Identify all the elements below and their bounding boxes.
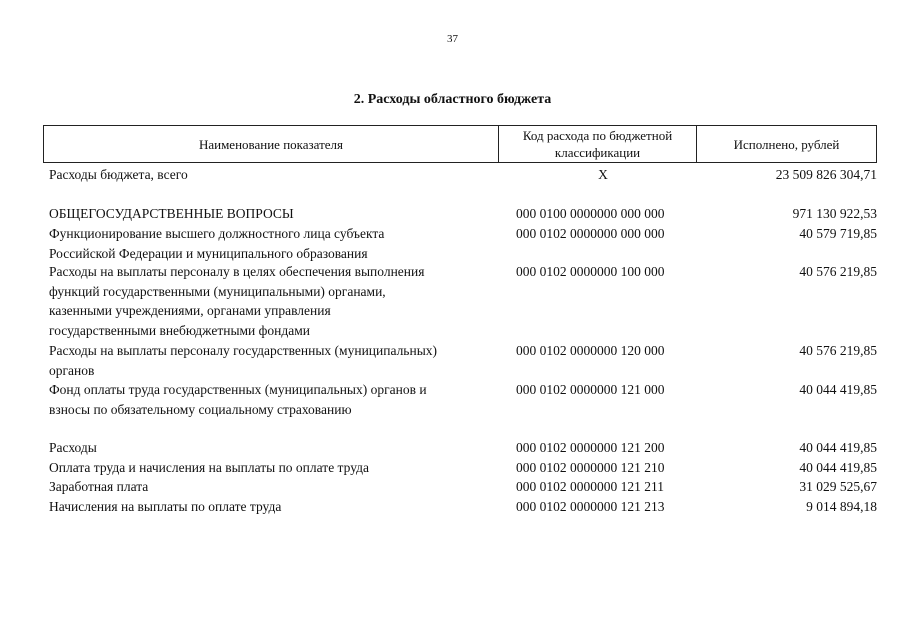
header-amount: Исполнено, рублей [733, 136, 840, 152]
row-name [49, 458, 504, 478]
row-name-line: органов [49, 362, 95, 378]
row-name [49, 438, 504, 458]
page-number: 37 [447, 33, 458, 45]
row-amount: 40 576 219,85 [799, 264, 877, 279]
row-code: 000 0100 0000000 000 000 [516, 206, 665, 221]
row-amount: 40 044 419,85 [799, 440, 877, 455]
row-amount: 40 044 419,85 [799, 460, 877, 475]
row-name [49, 477, 504, 497]
section-title: 2. Расходы областного бюджета [353, 92, 552, 107]
header-code-line2: классификации [554, 145, 641, 160]
row-code: 000 0102 0000000 121 213 [516, 499, 665, 514]
row-code: 000 0102 0000000 000 000 [516, 226, 665, 241]
row-name [49, 204, 504, 224]
row-name-line: Расходы [49, 440, 97, 455]
row-amount: 40 579 719,85 [799, 226, 877, 241]
row-code: X [598, 167, 608, 182]
row-name-line: Функционирование высшего должностного лица субъекта [49, 226, 385, 241]
row-code: 000 0102 0000000 121 200 [516, 440, 665, 455]
row-name [49, 497, 504, 517]
row-code: 000 0102 0000000 121 211 [516, 479, 664, 494]
row-name-line: Расходы на выплаты персоналу в целях обеспечения выполнения [49, 264, 425, 279]
row-name [49, 165, 504, 185]
header-code-line1: Код расхода по бюджетной [522, 128, 673, 143]
row-name-line: Оплата труда и начисления на выплаты по оплате труда [49, 460, 369, 475]
row-name-line: Расходы бюджета, всего [49, 167, 188, 182]
row-code: 000 0102 0000000 121 000 [516, 382, 665, 397]
row-amount: 23 509 826 304,71 [775, 167, 877, 182]
row-code: 000 0102 0000000 120 000 [516, 343, 665, 358]
row-name-line: казенными учреждениями, органами управления [49, 303, 331, 318]
row-name [49, 224, 504, 263]
header-name: Наименование показателя [44, 126, 499, 162]
row-name-line: Российской Федерации и муниципального образования [49, 245, 368, 261]
table-header [43, 125, 877, 163]
row-amount: 971 130 922,53 [792, 206, 877, 221]
row-name-line: Расходы на выплаты персоналу государственных (муниципальных) [49, 343, 438, 358]
row-code: 000 0102 0000000 100 000 [516, 264, 665, 279]
row-amount: 40 044 419,85 [799, 382, 877, 397]
row-name-line: Начисления на выплаты по оплате труда [49, 499, 282, 514]
row-name [49, 380, 504, 419]
row-amount: 9 014 894,18 [806, 499, 877, 514]
header-code [499, 126, 697, 162]
row-name-line: ОБЩЕГОСУДАРСТВЕННЫЕ ВОПРОСЫ [49, 206, 294, 221]
row-name [49, 341, 504, 380]
row-code: 000 0102 0000000 121 210 [516, 460, 665, 475]
row-amount: 31 029 525,67 [799, 479, 877, 494]
row-name-line: взносы по обязательному социальному страхованию [49, 401, 352, 417]
row-amount: 40 576 219,85 [799, 343, 877, 358]
row-name-line: Заработная плата [49, 479, 149, 494]
row-name [49, 262, 504, 340]
row-name-line: государственными внебюджетными фондами [49, 322, 311, 338]
row-name-line: функций государственными (муниципальными) органами, [49, 283, 386, 299]
row-name-line: Фонд оплаты труда государственных (муниципальных) органов и [49, 382, 427, 397]
